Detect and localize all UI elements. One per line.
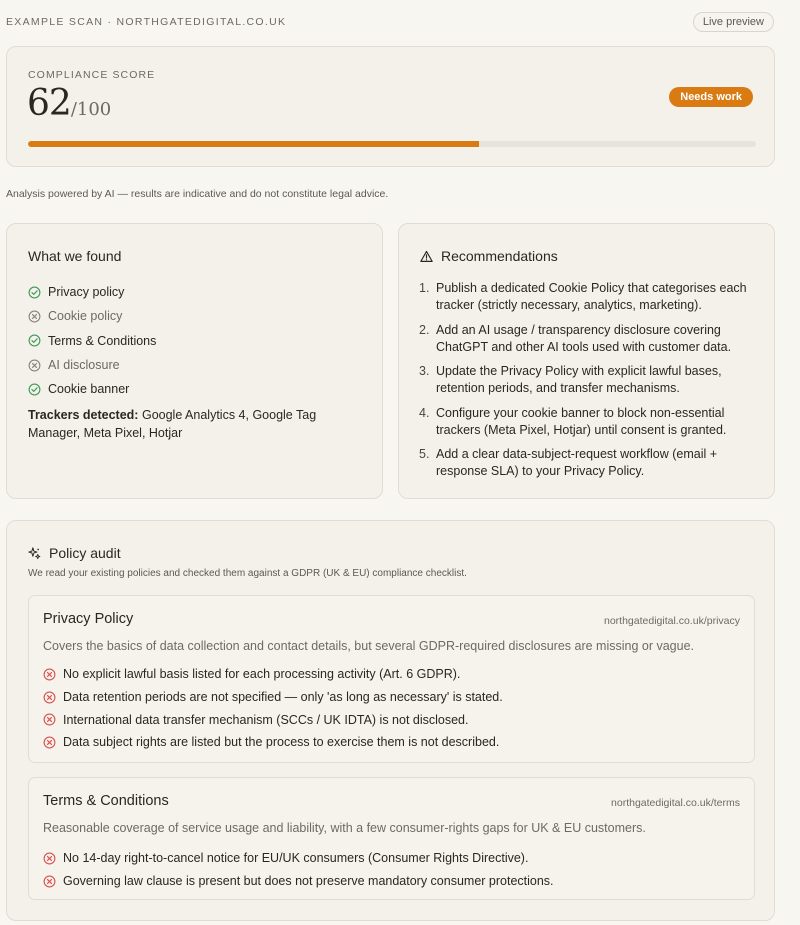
privacy-policy-audit	[28, 595, 755, 763]
score-progress-bar	[28, 141, 756, 147]
recommendations-title: Recommendations	[441, 248, 558, 264]
recommendation-text: Publish a dedicated Cookie Policy that categorises each tracker (strictly necessary, analytics, marketing).	[436, 281, 747, 312]
finding-label: Cookie banner	[48, 382, 130, 397]
policy-audit-title: Policy audit	[49, 545, 121, 561]
recommendation-number: 1.	[419, 281, 430, 295]
finding-item	[28, 280, 156, 304]
finding-label: Privacy policy	[48, 285, 125, 300]
x-circle-icon	[43, 875, 56, 888]
finding-item	[28, 377, 156, 401]
score-label: COMPLIANCE SCORE	[28, 69, 156, 81]
finding-item	[28, 353, 156, 377]
recommendation-item	[419, 280, 764, 314]
policy-audit-heading	[28, 545, 121, 561]
issue-list	[43, 847, 554, 892]
ai-disclaimer: Analysis powered by AI — results are indicative and do not constitute legal advice.	[6, 188, 389, 200]
compliance-score-card	[6, 46, 775, 167]
live-preview-pill: Live preview	[693, 12, 774, 32]
recommendation-number: 5.	[419, 447, 430, 461]
issue-item	[43, 686, 503, 709]
terms-conditions-audit	[28, 777, 755, 900]
finding-item	[28, 329, 156, 353]
finding-label: AI disclosure	[48, 358, 120, 373]
finding-label: Terms & Conditions	[48, 333, 157, 348]
policy-summary: Reasonable coverage of service usage and liability, with a few consumer-rights gaps for UK & EU customers.	[43, 821, 646, 835]
findings-list	[28, 280, 156, 401]
x-circle-icon	[28, 310, 41, 323]
x-circle-icon	[43, 713, 56, 726]
x-circle-icon	[43, 736, 56, 749]
score-total: /100	[70, 99, 112, 120]
recommendation-number: 3.	[419, 364, 430, 378]
policy-audit-subtitle: We read your existing policies and checked them against a GDPR (UK & EU) compliance checklist.	[28, 568, 467, 579]
issue-item	[43, 708, 503, 731]
findings-card	[6, 223, 383, 499]
finding-label: Cookie policy	[48, 309, 123, 324]
score-number: 62	[27, 83, 71, 124]
recommendation-item	[419, 405, 764, 439]
sparkles-icon	[28, 547, 41, 560]
recommendation-text: Add an AI usage / transparency disclosure covering ChatGPT and other AI tools used with customer data.	[436, 322, 732, 354]
top-bar	[6, 12, 774, 32]
x-circle-icon	[43, 668, 56, 681]
recommendations-list	[419, 280, 764, 488]
warning-triangle-icon	[420, 250, 433, 263]
policy-name: Terms & Conditions	[43, 793, 169, 809]
issue-item	[43, 847, 554, 870]
trackers-label: Trackers detected:	[28, 408, 139, 422]
recommendation-text: Add a clear data-subject-request workflow (email + response SLA) to your Privacy Policy.	[436, 447, 718, 478]
recommendation-text: Update the Privacy Policy with explicit lawful bases, retention periods, and transfer mechanisms.	[436, 364, 722, 395]
check-circle-icon	[28, 334, 41, 347]
check-circle-icon	[28, 383, 41, 396]
issue-text: Data retention periods are not specified — only 'as long as necessary' is stated.	[63, 690, 503, 705]
recommendation-item	[419, 363, 764, 397]
scan-eyebrow: EXAMPLE SCAN · NORTHGATEDIGITAL.CO.UK	[6, 16, 287, 28]
score-value	[27, 83, 111, 124]
finding-item	[28, 304, 156, 328]
recommendations-heading	[420, 248, 558, 264]
policy-audit-card	[6, 520, 775, 921]
recommendations-card	[398, 223, 775, 499]
issue-item	[43, 731, 503, 754]
policy-name: Privacy Policy	[43, 611, 134, 627]
issue-list	[43, 663, 503, 754]
status-badge: Needs work	[669, 87, 753, 107]
recommendation-item	[419, 322, 764, 356]
issue-text: Data subject rights are listed but the process to exercise them is not described.	[63, 735, 500, 750]
issue-item	[43, 870, 554, 893]
trackers-value: Google Analytics 4, Google Tag Manager, Meta Pixel, Hotjar	[28, 408, 317, 440]
policy-summary: Covers the basics of data collection and contact details, but several GDPR-required disclosures are missing or vague.	[43, 639, 695, 653]
recommendation-text: Configure your cookie banner to block non-essential trackers (Meta Pixel, Hotjar) until consent is granted.	[436, 405, 727, 437]
issue-item	[43, 663, 503, 686]
x-circle-icon	[43, 691, 56, 704]
trackers-detected	[28, 406, 358, 442]
issue-text: Governing law clause is present but does not preserve mandatory consumer protections.	[63, 874, 554, 889]
recommendation-number: 4.	[419, 405, 430, 420]
issue-text: International data transfer mechanism (SCCs / UK IDTA) is not disclosed.	[63, 712, 469, 727]
findings-title: What we found	[28, 248, 122, 264]
check-circle-icon	[28, 286, 41, 299]
score-progress-fill	[28, 141, 479, 147]
issue-text: No 14-day right-to-cancel notice for EU/UK consumers (Consumer Rights Directive).	[63, 851, 529, 866]
x-circle-icon	[43, 852, 56, 865]
x-circle-icon	[28, 359, 41, 372]
policy-url[interactable]: northgatedigital.co.uk/terms	[611, 797, 740, 809]
recommendation-number: 2.	[419, 322, 430, 337]
issue-text: No explicit lawful basis listed for each processing activity (Art. 6 GDPR).	[63, 667, 461, 682]
policy-url[interactable]: northgatedigital.co.uk/privacy	[604, 615, 740, 627]
recommendation-item	[419, 446, 764, 480]
